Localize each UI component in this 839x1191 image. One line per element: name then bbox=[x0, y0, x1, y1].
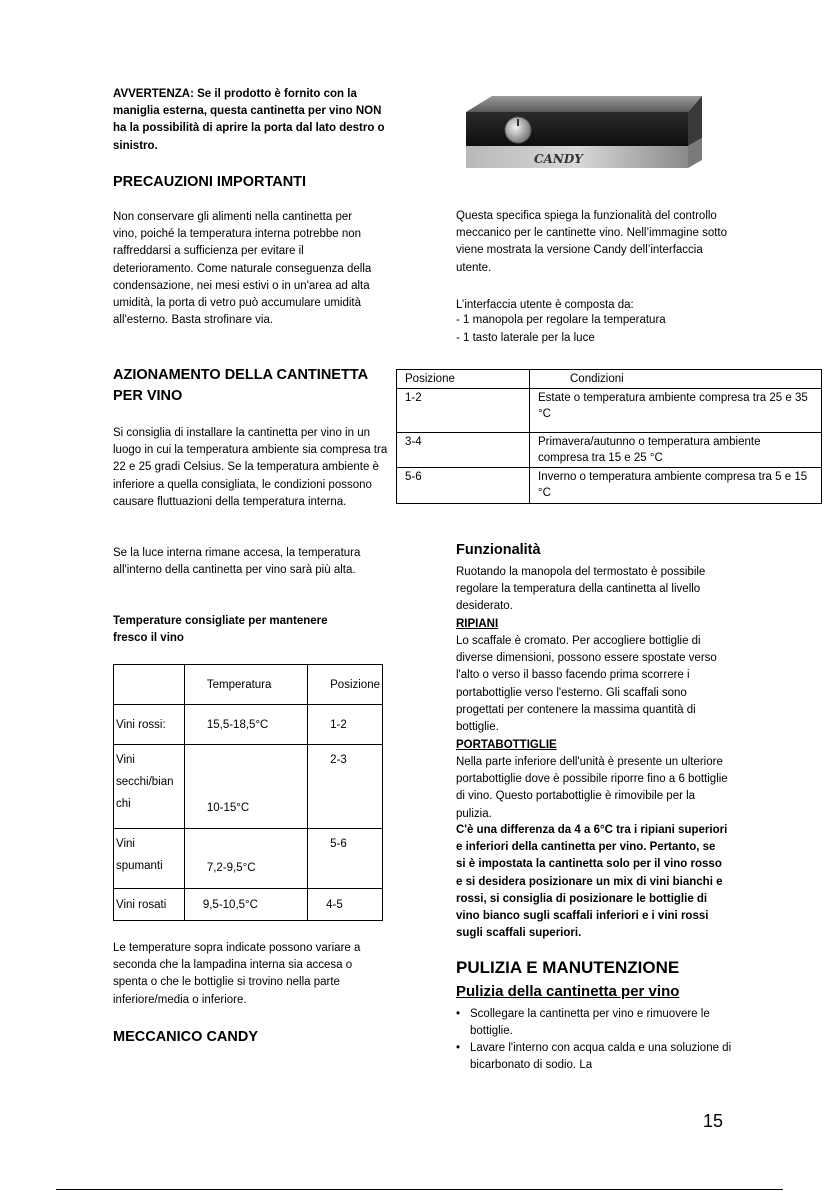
wine-cell: Vini rossi: bbox=[114, 705, 185, 745]
temperature-table bbox=[113, 664, 383, 921]
temperature-cell: 7,2-9,5°C bbox=[184, 829, 307, 889]
list-item: • Lavare l'interno con acqua calda e una soluzione di bicarbonato di sodio. La bbox=[470, 1040, 742, 1074]
control-panel-illustration bbox=[462, 82, 722, 182]
temperature-cell: 9,5-10,5°C bbox=[184, 889, 307, 921]
table-header-cell bbox=[114, 665, 185, 705]
temperature-cell: 10-15°C bbox=[184, 745, 307, 829]
table-row bbox=[397, 389, 822, 433]
wine-cell-line: secchi/bian bbox=[116, 776, 174, 788]
temps-heading: Temperature consigliate per mantenere fresco il vino bbox=[113, 615, 328, 645]
intro-text: Questa specifica spiega la funzionalità del controllo meccanico per le cantinette vino. Nell’immagine sotto viene mostrata la versione Candy dell’interfaccia utente. bbox=[456, 210, 728, 274]
candy-logo: CANDY bbox=[534, 152, 583, 166]
cleaning-list bbox=[456, 1006, 742, 1074]
shelves-text: Lo scaffale è cromato. Per accogliere bottiglie di diverse dimensioni, possono essere spostate verso l'alto o verso il basso facendo prima scorrere i portabottiglie verso l'esterno. Gli scaffali sono progettati per contenere la massima quantità di bottiglie. bbox=[456, 635, 717, 734]
precautions-text: Non conservare gli alimenti nella cantinetta per vino, poiché la temperatura interna potrebbe non raffreddarsi a sufficienza per evitare il deterioramento. Come naturale conseguenza della condensazione, nei mesi estivi o in un'area ad alta umidità, la porta di vetro può accumulare umidità all'esterno. Basta strofinare via. bbox=[113, 211, 372, 327]
wine-cell: Vini rosati bbox=[114, 889, 185, 921]
control-panel-image bbox=[462, 82, 722, 182]
temperature-note: Le temperature sopra indicate possono variare a seconda che la lampadina interna sia accesa o spenta o che le bottiglie si trovino nella parte inferiore/media o inferiore. bbox=[113, 942, 361, 1006]
position-cell: 4-5 bbox=[308, 889, 383, 921]
warning-text: AVVERTENZA: Se il prodotto è fornito con la maniglia esterna, questa cantinetta per vino NON ha la possibilità di aprire la porta dal lato destro o sinistro. bbox=[113, 88, 385, 152]
cleaning-heading: PULIZIA E MANUTENZIONE bbox=[456, 958, 680, 977]
cleaning-subheading: Pulizia della cantinetta per vino bbox=[456, 983, 680, 1000]
list-item: • Scollegare la cantinetta per vino e rimuovere le bottiglie. bbox=[470, 1006, 742, 1040]
position-cell: 1-2 bbox=[308, 705, 383, 745]
position-cell: 1-2 bbox=[397, 389, 530, 433]
table-header-cell: Condizioni bbox=[530, 370, 822, 389]
condition-cell: Estate o temperatura ambiente compresa tra 25 e 35 °C bbox=[530, 389, 822, 433]
table-row bbox=[114, 829, 383, 889]
wine-cell bbox=[114, 745, 185, 829]
operation-text-1: Si consiglia di installare la cantinetta per vino in un luogo in cui la temperatura ambiente sia compresa tra 22 e 25 gradi Celsius. Se la temperatura ambiente è inferiore a quella consigliata, le condizioni possono causare fluttuazioni della temperatura interna. bbox=[113, 427, 388, 508]
interface-item: - 1 tasto laterale per la luce bbox=[456, 332, 595, 344]
bottle-holder-text: Nella parte inferiore dell'unità è presente un ulteriore portabottiglie dove è possibile riporre fino a 6 bottiglie di vino. Questo portabottiglie è rimovibile per la pulizia. bbox=[456, 756, 728, 820]
precautions-heading: PRECAUZIONI IMPORTANTI bbox=[113, 174, 307, 190]
wine-cell-line: Vini bbox=[116, 838, 135, 850]
candy-heading: MECCANICO CANDY bbox=[113, 1029, 258, 1045]
table-header-row bbox=[114, 665, 383, 705]
condition-cell: Inverno o temperatura ambiente compresa tra 5 e 15 °C bbox=[530, 468, 822, 504]
functionality-heading: Funzionalità bbox=[456, 542, 541, 558]
table-header-row bbox=[397, 370, 822, 389]
position-cell: 5-6 bbox=[308, 829, 383, 889]
wine-cell-line: Vini bbox=[116, 754, 135, 766]
table-header-cell: Posizione bbox=[308, 665, 383, 705]
wine-cell-line: chi bbox=[116, 798, 131, 810]
wine-cell bbox=[114, 829, 185, 889]
table-row bbox=[397, 433, 822, 468]
table-row bbox=[397, 468, 822, 504]
interface-intro: L’interfaccia utente è composta da: bbox=[456, 299, 634, 311]
position-cell: 3-4 bbox=[397, 433, 530, 468]
table-row bbox=[114, 889, 383, 921]
position-cell: 5-6 bbox=[397, 468, 530, 504]
shelves-heading: RIPIANI bbox=[456, 618, 499, 630]
temperature-cell: 15,5-18,5°C bbox=[184, 705, 307, 745]
table-header-cell: Posizione bbox=[397, 370, 530, 389]
interface-item: - 1 manopola per regolare la temperatura bbox=[456, 314, 666, 326]
position-conditions-table bbox=[396, 369, 822, 504]
table-row bbox=[114, 745, 383, 829]
operation-text-2: Se la luce interna rimane accesa, la temperatura all'interno della cantinetta per vino sarà più alta. bbox=[113, 547, 361, 577]
wine-cell-line: spumanti bbox=[116, 860, 163, 872]
bottle-holder-heading: PORTABOTTIGLIE bbox=[456, 739, 557, 751]
table-row bbox=[114, 705, 383, 745]
page-number: 15 bbox=[703, 1111, 724, 1131]
bottle-holder-note: C'è una differenza da 4 a 6°C tra i ripiani superiori e inferiori della cantinetta per vino. Pertanto, se si è impostata la cantinetta solo per il vino rosso e si desidera posizionare un mix di vini bianchi e rossi, si consiglia di posizionare le bottiglie di vino bianco sugli scaffali inferiori e i vini rossi sugli scaffali superiori. bbox=[456, 824, 728, 940]
table-header-cell: Temperatura bbox=[184, 665, 307, 705]
functionality-text: Ruotando la manopola del termostato è possibile regolare la temperatura della cantinetta al livello desiderato. bbox=[456, 566, 706, 613]
condition-cell: Primavera/autunno o temperatura ambiente compresa tra 15 e 25 °C bbox=[530, 433, 822, 468]
footer-divider bbox=[56, 1189, 783, 1190]
operation-heading: AZIONAMENTO DELLA CANTINETTA PER VINO bbox=[113, 367, 368, 404]
position-cell: 2-3 bbox=[308, 745, 383, 829]
